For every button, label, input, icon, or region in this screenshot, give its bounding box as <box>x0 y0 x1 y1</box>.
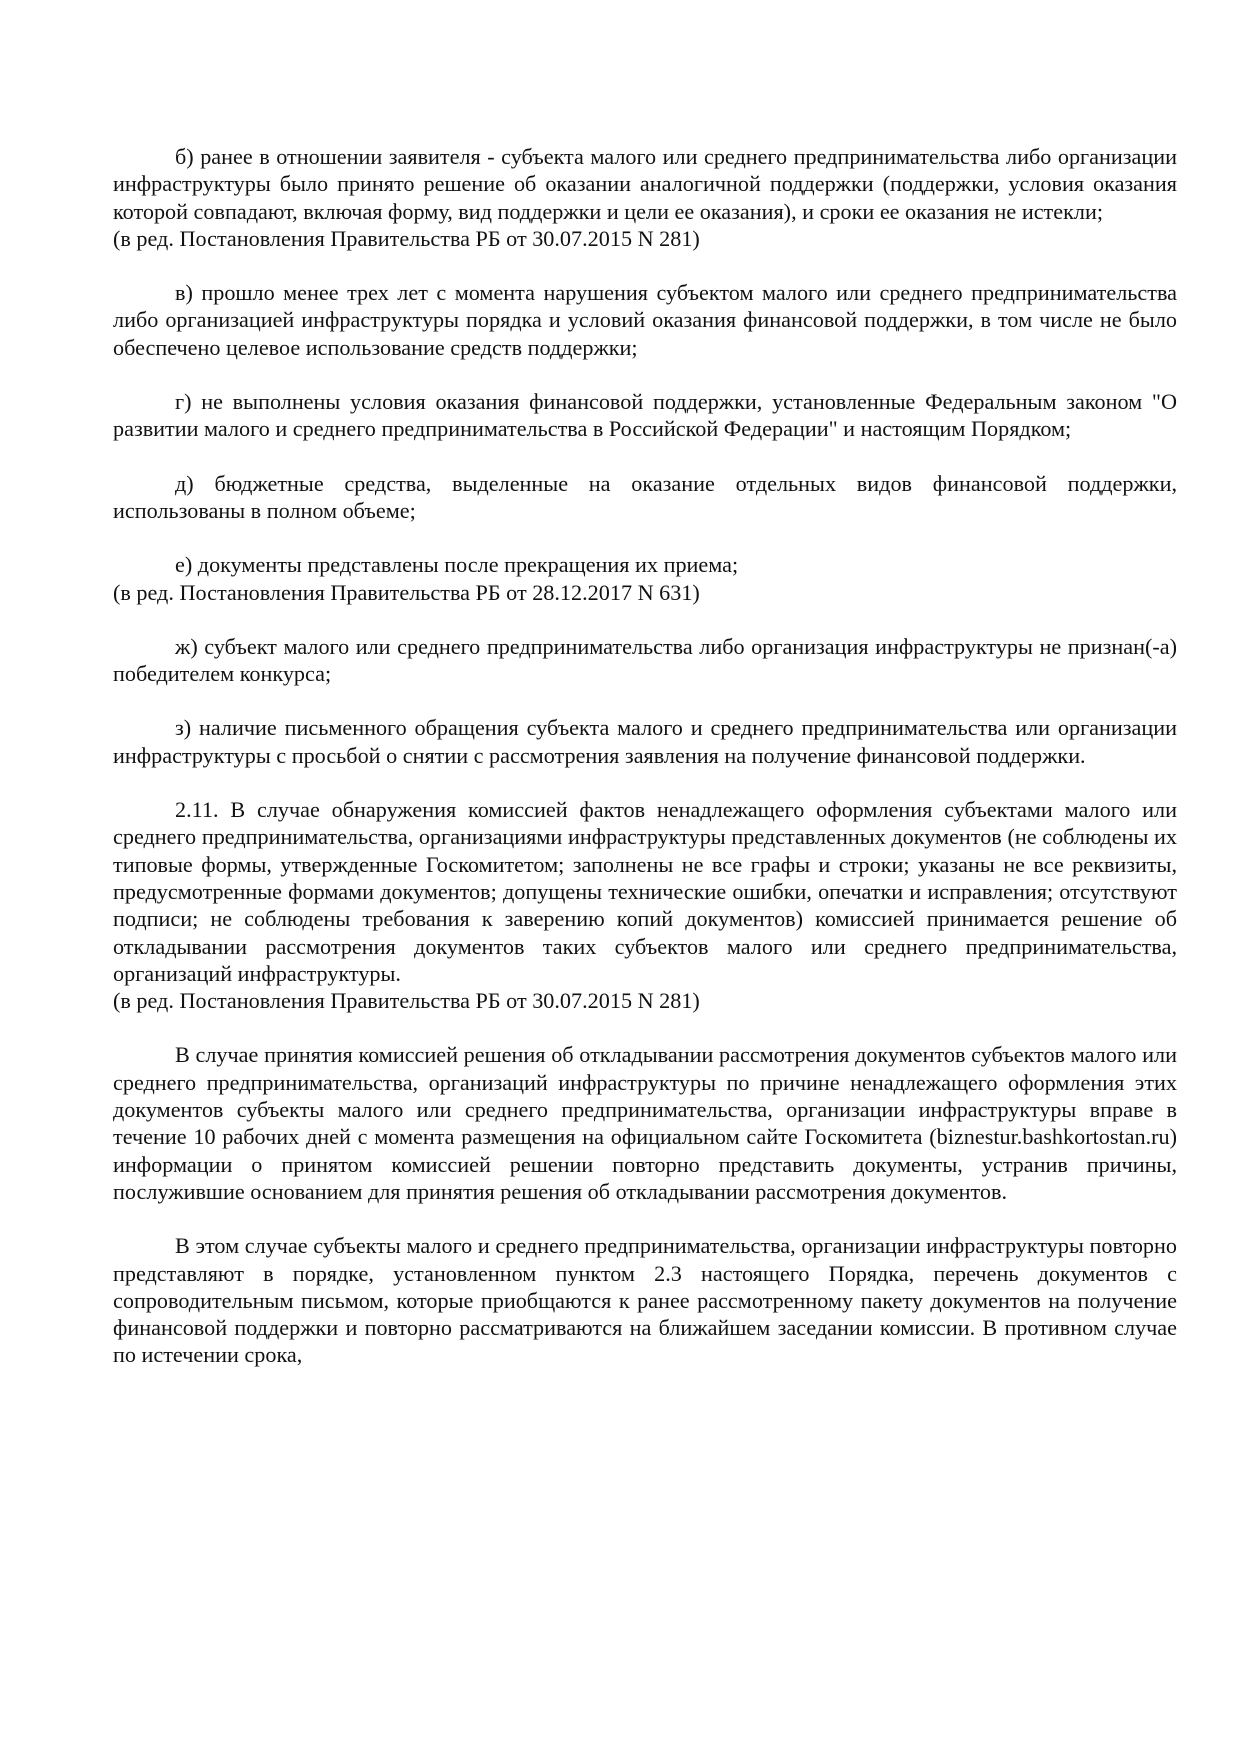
paragraph-2-11: 2.11. В случае обнаружения комиссией фактов ненадлежащего оформления субъектами малого или среднего предпринимательства, организациями инфраструктуры представленных документов (не соблюдены их типовые формы, утвержденные Госкомитетом; заполнены не все графы и строки; указаны не все реквизиты, предусмотренные формами документов; допущены технические ошибки, опечатки и исправления; отсутствуют подписи; не соблюдены требования к заверению копий документов) комиссией принимается решение об откладывании рассмотрения документов таких субъектов малого или среднего предпринимательства, организаций инфраструктуры. <box>113 797 1177 986</box>
paragraph-b: б) ранее в отношении заявителя - субъекта малого или среднего предпринимательства либо организации инфраструктуры было принято решение об оказании аналогичной поддержки (поддержки, условия оказания которой совпадают, включая форму, вид поддержки и цели ее оказания), и сроки ее оказания не истекли; <box>113 144 1177 224</box>
paragraph-z: з) наличие письменного обращения субъекта малого и среднего предпринимательства или организации инфраструктуры с просьбой о снятии с рассмотрения заявления на получение финансовой поддержки. <box>113 715 1177 768</box>
paragraph-zh: ж) субъект малого или среднего предпринимательства либо организация инфраструктуры не признан(-а) победителем конкурса; <box>113 633 1177 687</box>
paragraph-d: д) бюджетные средства, выделенные на оказание отдельных видов финансовой поддержки, использованы в полном объеме; <box>113 470 1177 523</box>
paragraph-e: е) документы представлены после прекращения их приема; <box>175 552 739 578</box>
paragraph-v: в) прошло менее трех лет с момента нарушения субъектом малого или среднего предпринимательства либо организацией инфраструктуры порядка и условий оказания финансовой поддержки, в том числе не было обеспечено целевое использование средств поддержки; <box>113 280 1177 360</box>
amendment-note: (в ред. Постановления Правительства РБ от 30.07.2015 N 281) <box>113 225 700 251</box>
paragraph-postponement: В случае принятия комиссией решения об откладывании рассмотрения документов субъектов малого или среднего предпринимательства, организаций инфраструктуры по причине ненадлежащего оформления этих документов субъекты малого или среднего предпринимательства, организации инфраструктуры вправе в течение 10 рабочих дней с момента размещения на официальном сайте Госкомитета (biznestur.bashkortostan.ru) информации о принятом комиссией решении повторно представить документы, устранив причины, послужившие основанием для принятия решения об откладывании рассмотрения документов. <box>113 1042 1177 1204</box>
paragraph-g: г) не выполнены условия оказания финансовой поддержки, установленные Федеральным законом "О развитии малого и среднего предпринимательства в Российской Федерации" и настоящим Порядком; <box>113 389 1177 442</box>
paragraph-resubmission: В этом случае субъекты малого и среднего предпринимательства, организации инфраструктуры повторно представляют в порядке, установленном пунктом 2.3 настоящего Порядка, перечень документов с сопроводительным письмом, которые приобщаются к ранее рассмотренному пакету документов на получение финансовой поддержки и повторно рассматриваются на ближайшем заседании комиссии. В противном случае по истечении срока, <box>113 1233 1177 1368</box>
amendment-note: (в ред. Постановления Правительства РБ от 28.12.2017 N 631) <box>113 579 700 605</box>
amendment-note: (в ред. Постановления Правительства РБ от 30.07.2015 N 281) <box>113 988 700 1014</box>
document-page <box>113 143 1177 1369</box>
